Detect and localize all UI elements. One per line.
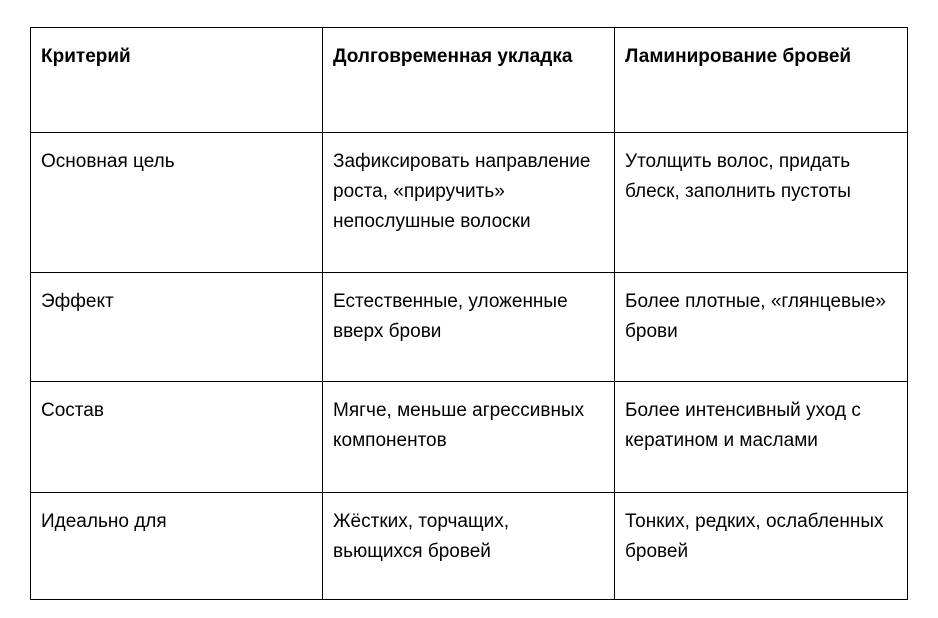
- cell-long-term-styling: Жёстких, торчащих, вьющихся бровей: [323, 493, 615, 600]
- cell-criterion: Состав: [31, 382, 323, 493]
- header-criterion: Критерий: [31, 28, 323, 133]
- cell-criterion: Основная цель: [31, 133, 323, 273]
- table-row: [31, 493, 908, 600]
- cell-lamination: Более интенсивный уход с кератином и маслами: [615, 382, 908, 493]
- cell-long-term-styling: Зафиксировать направление роста, «приручить» непослушные волоски: [323, 133, 615, 273]
- cell-lamination: Тонких, редких, ослабленных бровей: [615, 493, 908, 600]
- cell-long-term-styling: Мягче, меньше агрессивных компонентов: [323, 382, 615, 493]
- table-row: [31, 133, 908, 273]
- table-row: [31, 382, 908, 493]
- header-lamination: Ламинирование бровей: [615, 28, 908, 133]
- header-long-term-styling: Долговременная укладка: [323, 28, 615, 133]
- cell-lamination: Утолщить волос, придать блеск, заполнить пустоты: [615, 133, 908, 273]
- cell-long-term-styling: Естественные, уложенные вверх брови: [323, 273, 615, 382]
- cell-lamination: Более плотные, «глянцевые» брови: [615, 273, 908, 382]
- table-row: [31, 273, 908, 382]
- comparison-table: [30, 27, 908, 600]
- table-header-row: [31, 28, 908, 133]
- cell-criterion: Идеально для: [31, 493, 323, 600]
- cell-criterion: Эффект: [31, 273, 323, 382]
